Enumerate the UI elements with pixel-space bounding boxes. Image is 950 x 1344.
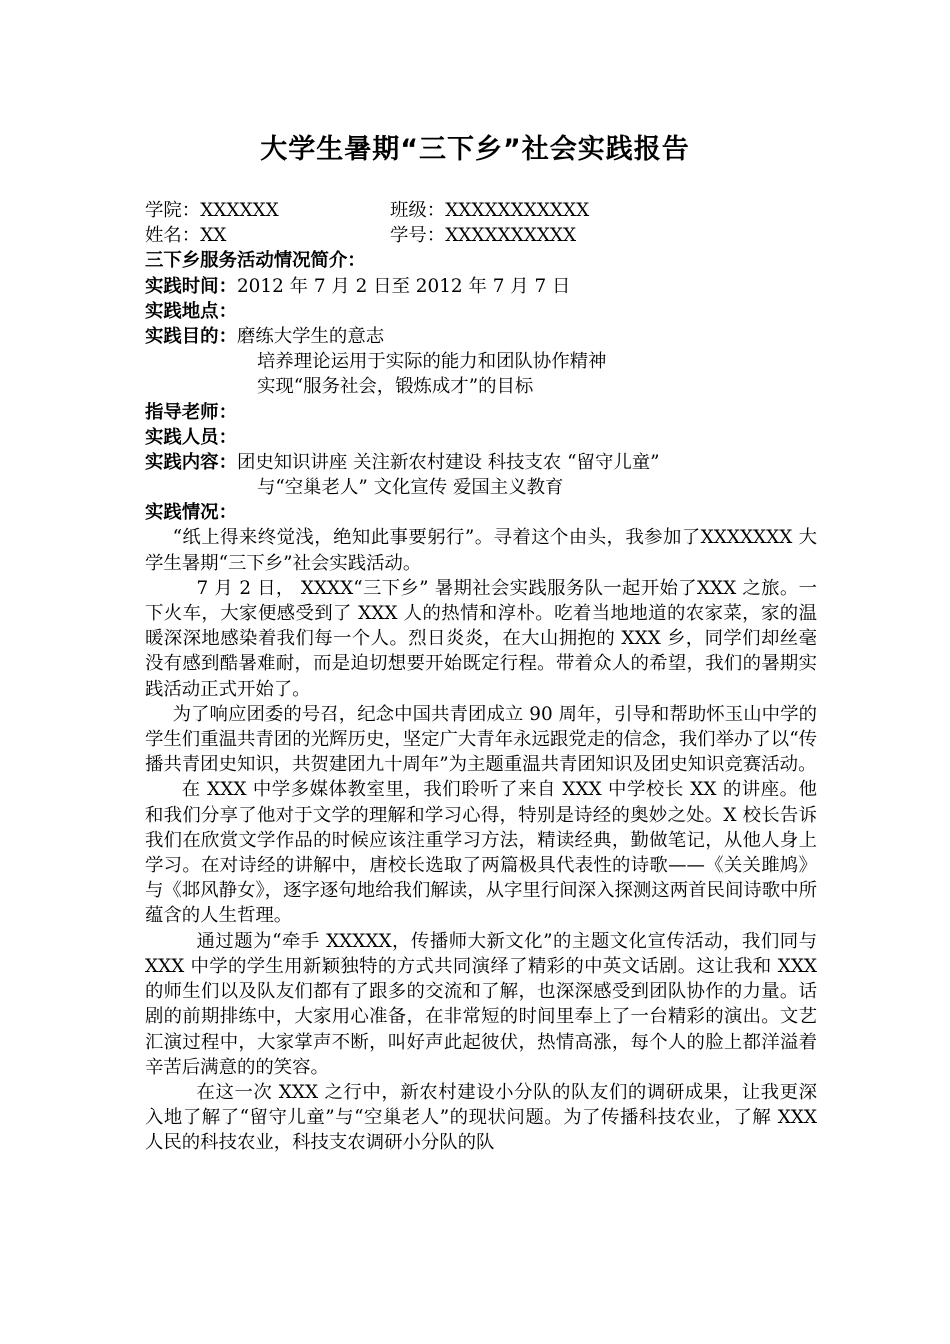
name-value: XX: [200, 225, 227, 247]
place-row: [145, 299, 817, 324]
class-label: 班级：: [390, 200, 446, 221]
place-label: 实践地点：: [145, 300, 237, 322]
time-row: [145, 274, 817, 299]
purpose-row: [145, 324, 817, 349]
content-row: [145, 450, 817, 475]
name-label: 姓名：: [145, 225, 201, 247]
college-value: XXXXXX: [200, 200, 279, 221]
content-label: 实践内容：: [145, 451, 237, 473]
class-group: [390, 198, 589, 223]
time-value: 2012 年 7 月 2 日至 2012 年 7 月 7 日: [236, 275, 571, 297]
report-body: [145, 198, 817, 1156]
purpose-row-cont: [145, 374, 817, 399]
purpose-label: 实践目的：: [145, 325, 237, 347]
time-label: 实践时间：: [145, 275, 237, 297]
body-paragraph: 通过题为“牵手 XXXXX，传播师大新文化”的主题文化宣传活动，我们同与 XXX 中学的学生用新颖独特的方式共同演绎了精彩的中英文话剧。这让我和 XXX 的师生们以及队友们都有了跟多的交流和了解，也深深感受到团队协作的力量。话剧的前期排练中，大家用心准备，在非常短的时间里奉上了一台精彩的演出。文艺汇演过程中，大家掌声不断，叫好声此起彼伏，热情高涨，每个人的脸上都洋溢着辛苦后满意的的笑容。: [145, 930, 817, 1078]
section-heading-row: [145, 248, 817, 273]
content-row-cont: [145, 475, 817, 500]
content-line: 团史知识讲座 关注新农村建设 科技支农 “留守儿童”: [236, 451, 660, 473]
purpose-line: 培养理论运用于实际的能力和团队协作精神: [257, 351, 607, 373]
purpose-line: 磨练大学生的意志: [236, 325, 385, 347]
body-paragraph: “纸上得来终觉浅，绝知此事要躬行”。寻着这个由头，我参加了XXXXXXX 大学生暑期“三下乡”社会实践活动。: [145, 527, 817, 574]
info-row-name: [145, 223, 817, 248]
members-row: [145, 425, 817, 450]
id-label: 学号：: [390, 225, 446, 247]
college-label: 学院：: [145, 200, 201, 221]
purpose-line: 实现“服务社会，锻炼成才”的目标: [257, 376, 534, 398]
section-heading: 三下乡服务活动情况简介：: [145, 250, 366, 272]
body-paragraph: 为了响应团委的号召，纪念中国共青团成立 90 周年，引导和帮助怀玉山中学的学生们重温共青团的光辉历史，坚定广大青年永远跟党走的信念，我们举办了以“传播共青团史知识，共贺建团九十周年”为主题重温共青团知识及团史知识竞赛活动。: [145, 703, 817, 776]
situation-row: [145, 500, 817, 525]
teacher-row: [145, 400, 817, 425]
teacher-label: 指导老师：: [145, 401, 237, 423]
members-label: 实践人员：: [145, 426, 237, 448]
situation-label: 实践情况：: [145, 502, 237, 524]
info-row-college: [145, 198, 817, 223]
body-paragraph: 在这一次 XXX 之行中，新农村建设小分队的队友们的调研成果，让我更深入地了解了“留守儿童”与“空巢老人”的现状问题。为了传播科技农业，了解 XXX 人民的科技农业，科技支农调研小分队的队: [145, 1081, 817, 1154]
purpose-row-cont: [145, 349, 817, 374]
class-value: XXXXXXXXXXX: [445, 200, 590, 221]
body-paragraph: 在 XXX 中学多媒体教室里，我们聆听了来自 XXX 中学校长 XX 的讲座。他和我们分享了他对于文学的理解和学习心得，特别是诗经的奥妙之处。X 校长告诉我们在欣赏文学作品的时候应该注重学习方法，精读经典，勤做笔记，从他人身上学习。在对诗经的讲解中，唐校长选取了两篇极具代表性的诗歌——《关关雎鸠》与《邶风静女》，逐字逐句地给我们解读，从字里行间深入探测这两首民间诗歌中所蕴含的人生哲理。: [145, 779, 817, 927]
id-group: [390, 223, 576, 248]
content-line: 与“空巢老人” 文化宣传 爱国主义教育: [257, 477, 564, 499]
id-value: XXXXXXXXXX: [445, 225, 577, 247]
report-title: 大学生暑期“三下乡”社会实践报告: [260, 134, 690, 165]
body-paragraph: 7 月 2 日， XXXX“三下乡” 暑期社会实践服务队一起开始了XXX 之旅。一下火车，大家便感受到了 XXX 人的热情和淳朴。吃着当地地道的农家菜，家的温暖深深地感染着我们每一个人。烈日炎炎，在大山拥抱的 XXX 乡，同学们却丝毫没有感到酷暑难耐，而是迫切想要开始既定行程。带着众人的希望，我们的暑期实践活动正式开始了。: [145, 577, 817, 700]
